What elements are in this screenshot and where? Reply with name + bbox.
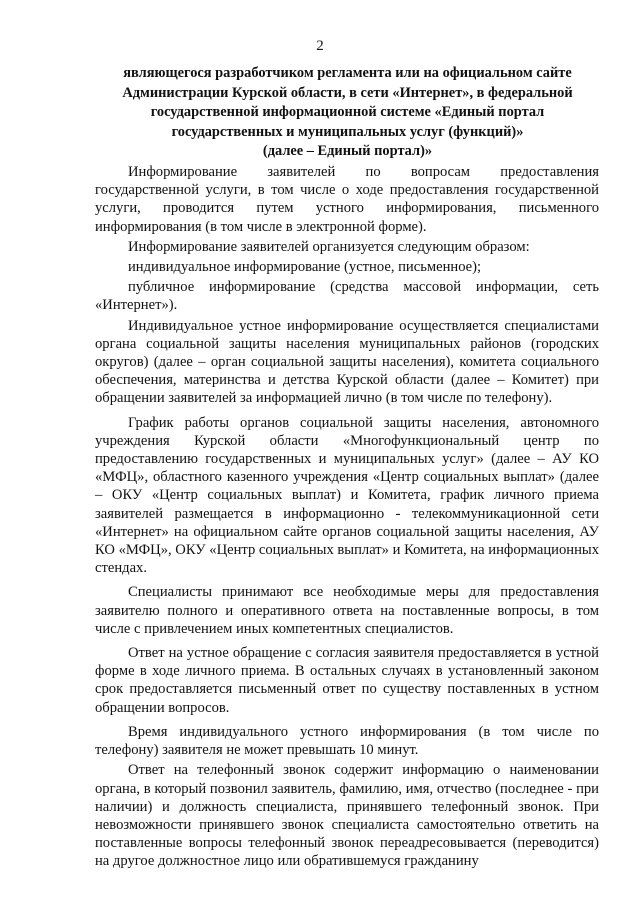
- heading-line: (далее – Единый портал)»: [262, 143, 433, 159]
- paragraph: Время индивидуального устного информирования (в том числе по телефону) заявителя не может превышать 10 минут.: [95, 723, 599, 759]
- section-heading: [95, 64, 600, 162]
- paragraph: индивидуальное информирование (устное, письменное);: [128, 259, 482, 276]
- heading-line: Администрации Курской области, в сети «Интернет», в федеральной: [122, 84, 573, 101]
- paragraph: Индивидуальное устное информирование осуществляется специалистами органа социальной защиты населения муниципальных районов (городских округов) (далее – орган социальной защиты населения), комитета социального обеспечения, материнства и детства Курской области (далее – Комитет) при обращении заявителей за информацией лично (в том числе по телефону).: [95, 317, 599, 407]
- paragraph: Информирование заявителей по вопросам предоставления государственной услуги, в том числе о ходе предоставления государственной услуги, проводится путем устного информирования, письменного информирования (в том числе в электронной форме).: [95, 164, 599, 235]
- paragraph: Информирование заявителей организуется следующим образом:: [128, 238, 530, 255]
- document-body: [95, 163, 599, 871]
- paragraph: публичное информирование (средства массовой информации, сеть «Интернет»).: [95, 279, 599, 314]
- heading-line: являющегося разработчиком регламента или на официальном сайте: [123, 65, 572, 81]
- paragraph: Ответ на устное обращение с согласия заявителя предоставляется в устной форме в ходе личного приема. В остальных случаях в установленный законом срок предоставляется письменный ответ по существу поставленных в устном обращении вопросов.: [95, 645, 599, 716]
- page-number: 2: [316, 38, 324, 54]
- paragraph: Ответ на телефонный звонок содержит информацию о наименовании органа, в который позвонил заявитель, фамилию, имя, отчество (последнее - при наличии) и должность специалиста, принявшего телефонный звонок. При невозможности принявшего звонок специалиста самостоятельно ответить на поставленные вопросы телефонный звонок переадресовывается (переводится) на другое должностное лицо или обратившемуся гражданину: [95, 762, 599, 870]
- paragraph: Специалисты принимают все необходимые меры для предоставления заявителю полного и оперативного ответа на поставленные вопросы, в том числе с привлечением иных компетентных специалистов.: [95, 584, 599, 637]
- paragraph: График работы органов социальной защиты населения, автономного учреждения Курской области «Многофункциональный центр по предоставлению государственных и муниципальных услуг» (далее – АУ КО «МФЦ», областного казенного учреждения «Центр социальных выплат» (далее – ОКУ «Центр социальных выплат) и Комитета, график личного приема заявителей размещается в информационно - телекоммуникационной сети «Интернет» на официальном сайте органов социальной защиты населения, АУ КО «МФЦ», ОКУ «Центр социальных выплат» и Комитета, на информационных стендах.: [95, 414, 599, 577]
- heading-line: государственной информационной системе «Единый портал: [150, 104, 545, 120]
- heading-line: государственных и муниципальных услуг (функций)»: [171, 123, 524, 140]
